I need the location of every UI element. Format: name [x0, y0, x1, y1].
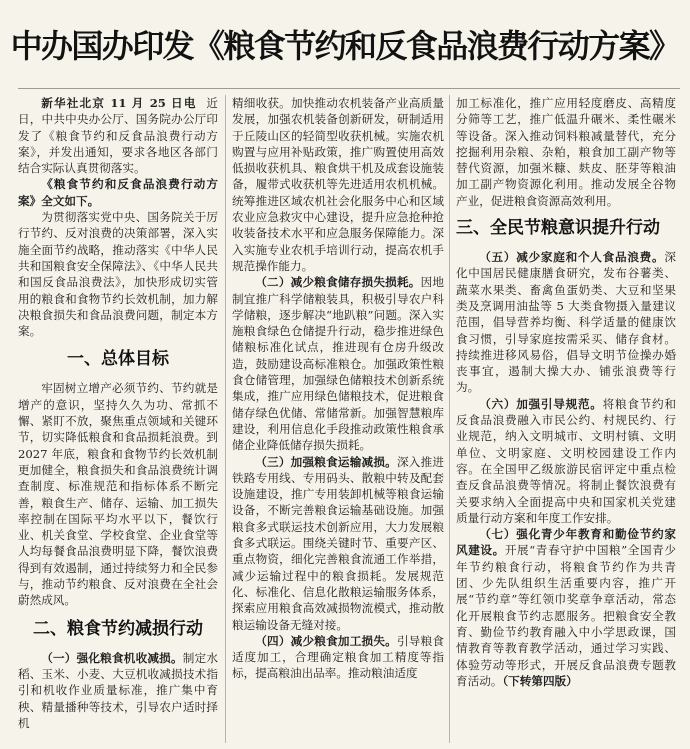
sub-item-3 — [232, 454, 444, 633]
sub-item-6 — [456, 396, 676, 526]
column-divider — [225, 95, 226, 743]
intro-paragraph — [18, 95, 218, 176]
sub-item-3-label: （三）加强粮食运输减损。 — [255, 454, 397, 469]
sub-item-1-label: （一）强化粮食机收减损。 — [41, 650, 183, 665]
headline-rule — [18, 88, 680, 89]
sub-item-5-label: （五）减少家庭和个人食品浪费。 — [479, 250, 665, 265]
sub-item-7-text: 开展“青春守护中国粮”全国青少年节约粮食行动，将粮食节约作为共青团、少先队组织生活重要内容，推广开展“节约章”等红领巾奖章争章活动，常态化开展粮食节约志愿服务。把粮食安全教育、勤俭节约教育融入中小学思政课，国情教育等教育教学活动，通过学习实践、体验劳动等形式，开展反食品浪费专题教育活动。 — [456, 543, 676, 688]
goal-paragraph: 牢固树立增产必须节约、节约就是增产的意识，坚持久久为功、常抓不懈、紧盯不放，聚焦重点领域和关键环节，切实降低粮食和食品损耗浪费。到 2027 年底，粮食和食物节约长效机制更加健全，粮食损失和食品浪费统计调查制度、标准规范和指标体系不断完善，粮食生产、储存、运输、加工损失率控制在国际平均水平以下，餐饮行业、机关食堂、学校食堂、企业食堂等人均每餐食品浪费明显下降，餐饮浪费得到有效遏制，通过持续努力和全民参与，推动节约粮食、反对浪费在全社会蔚然成风。 — [18, 381, 218, 608]
section-heading-3: 三、全民节粮意识提升行动 — [456, 218, 660, 239]
continued-on-page-note: （下转第四版） — [502, 673, 578, 688]
sub-item-1 — [18, 650, 218, 731]
sub-item-6-text: 将粮食节约和反食品浪费融入市民公约、村规民约、行业规范，纳入文明城市、文明村镇、文明单位、文明家庭、文明校园建设工作内容。在全国甲乙级旅游民宿评定中重点检查反食品浪费等情况。将制止餐饮浪费有关要求纳入全面提高中央和国家机关党建质量行动方案和年度工作安排。 — [456, 396, 676, 525]
sub-item-2-text: 因地制宜推广科学储粮装具，积极引导农户科学储粮，逐步解决“地趴粮”问题。深入实施粮食绿色仓储提升行动，稳步推进绿色储粮标准化试点，推进现有仓房升级改造，鼓励建设高标准粮仓。加强政策性粮食仓储管理，加强绿色储粮技术创新系统集成，推广应用绿色储粮技术，促进粮食储存绿色优储、常储常新。加强智慧粮库建设，利用信息化手段推动政策性粮食承储企业降低储存损失损耗。 — [232, 275, 444, 453]
fulltext-label: 《粮食节约和反食品浪费行动方案》全文如下。 — [18, 177, 218, 208]
section-heading-2: 二、粮食节约减损行动 — [33, 618, 203, 639]
article-column-2 — [232, 95, 444, 743]
sub-item-4-label: （四）减少粮食加工损失。 — [255, 633, 397, 648]
sub-item-6-label: （六）加强引导规范。 — [479, 396, 603, 411]
dateline: 新华社北京 11 月 25 日电 — [41, 96, 197, 110]
sub-item-4-text: 引导粮食适度加工，合理确定粮食加工精度等指标，提高粮油出品率。推动粮油适度 — [232, 633, 444, 681]
article-column-1 — [18, 95, 218, 743]
page-title: 中办国办印发《粮食节约和反食品浪费行动方案》 — [10, 27, 680, 65]
sub-item-2-label: （二）减少粮食储存损失损耗。 — [255, 275, 421, 290]
sub-item-3-text: 深入推进铁路专用线、专用码头、散粮中转及配套设施建设，推广专用装卸机械等粮食运输设备，不断完善粮食运输基础设施。加强粮食多式联运技术创新应用，大力发展粮食多式联运。围绕关键时节、重要产区、重点物资，细化完善粮食流通工作举措，减少运输过程中的粮食损耗。发展规范化、标准化、信息化散粮运输服务体系，探索应用粮食高效减损物流模式，推动散粮运输设备无缝对接。 — [232, 454, 444, 632]
preamble-paragraph: 为贯彻落实党中央、国务院关于厉行节约、反对浪费的决策部署，深入实施全面节约战略，推动落实《中华人民共和国粮食安全保障法》、《中华人民共和国反食品浪费法》，加快形成切实管用的粮食和食物节约长效机制，加力解决粮食损失和食品浪费问题，制定本方案。 — [18, 210, 218, 339]
sub-item-2 — [232, 274, 444, 453]
continued-paragraph: 精细收获。加快推动农机装备产业高质量发展，加强农机装备创新研发，研制适用于丘陵山区的轻简型收获机械。实施农机购置与应用补贴政策，推广购置使用高效低损收获机具、粮食烘干机及成套设施装备，履带式收获机等先进适用农机机械。统筹推进区域农机社会化服务中心和区域农业应急救灾中心建设，提升应急抢种抢收装备技术水平和应急服务保障能力。深入实施专业农机手培训行动，提高农机手规范操作能力。 — [232, 96, 444, 273]
sub-item-5-text: 深化中国居民健康膳食研究，发布谷薯类、蔬菜水果类、畜禽鱼蛋奶类、大豆和坚果类及烹调用油盐等 5 大类食物摄入量建议范围，倡导营养均衡、科学适量的健康饮食习惯，引导家庭按需采买、储存食材。持续推进移风易俗，倡导文明节俭操办婚丧事宜，遏制大操大办、铺张浪费等行为。 — [456, 250, 676, 395]
sub-item-7 — [456, 526, 676, 689]
column-divider — [449, 95, 450, 743]
headline-banner — [0, 4, 690, 84]
article-column-3 — [456, 95, 676, 743]
continued-paragraph: 加工标准化，推广应用轻度磨皮、高精度分筛等工艺，推广低温升碾米、柔性碾米等设备。深入推动饲料粮减量替代，充分挖掘利用杂粮、杂粕，粮食加工副产物等替代资源，加强米糠、麸皮、胚芽等粮油加工副产物资源化利用。推动发展全谷物产业，促进粮食资源高效利用。 — [456, 96, 676, 208]
sub-item-1-text: 制定水稻、玉米、小麦、大豆机收减损技术指引和机收作业质量标准，推广集中育秧、精量播种等技术，引导农户适时择机 — [18, 650, 218, 730]
sub-item-5 — [456, 249, 676, 396]
sub-item-7-label: （七）强化青少年教育和勤俭节约家风建设。 — [456, 527, 676, 558]
section-heading-1: 一、总体目标 — [67, 349, 169, 370]
sub-item-4 — [232, 633, 444, 682]
intro-text: 近日，中共中央办公厅、国务院办公厅印发了《粮食节约和反食品浪费行动方案》，并发出通知，要求各地区各部门结合实际认真贯彻落实。 — [18, 96, 218, 176]
